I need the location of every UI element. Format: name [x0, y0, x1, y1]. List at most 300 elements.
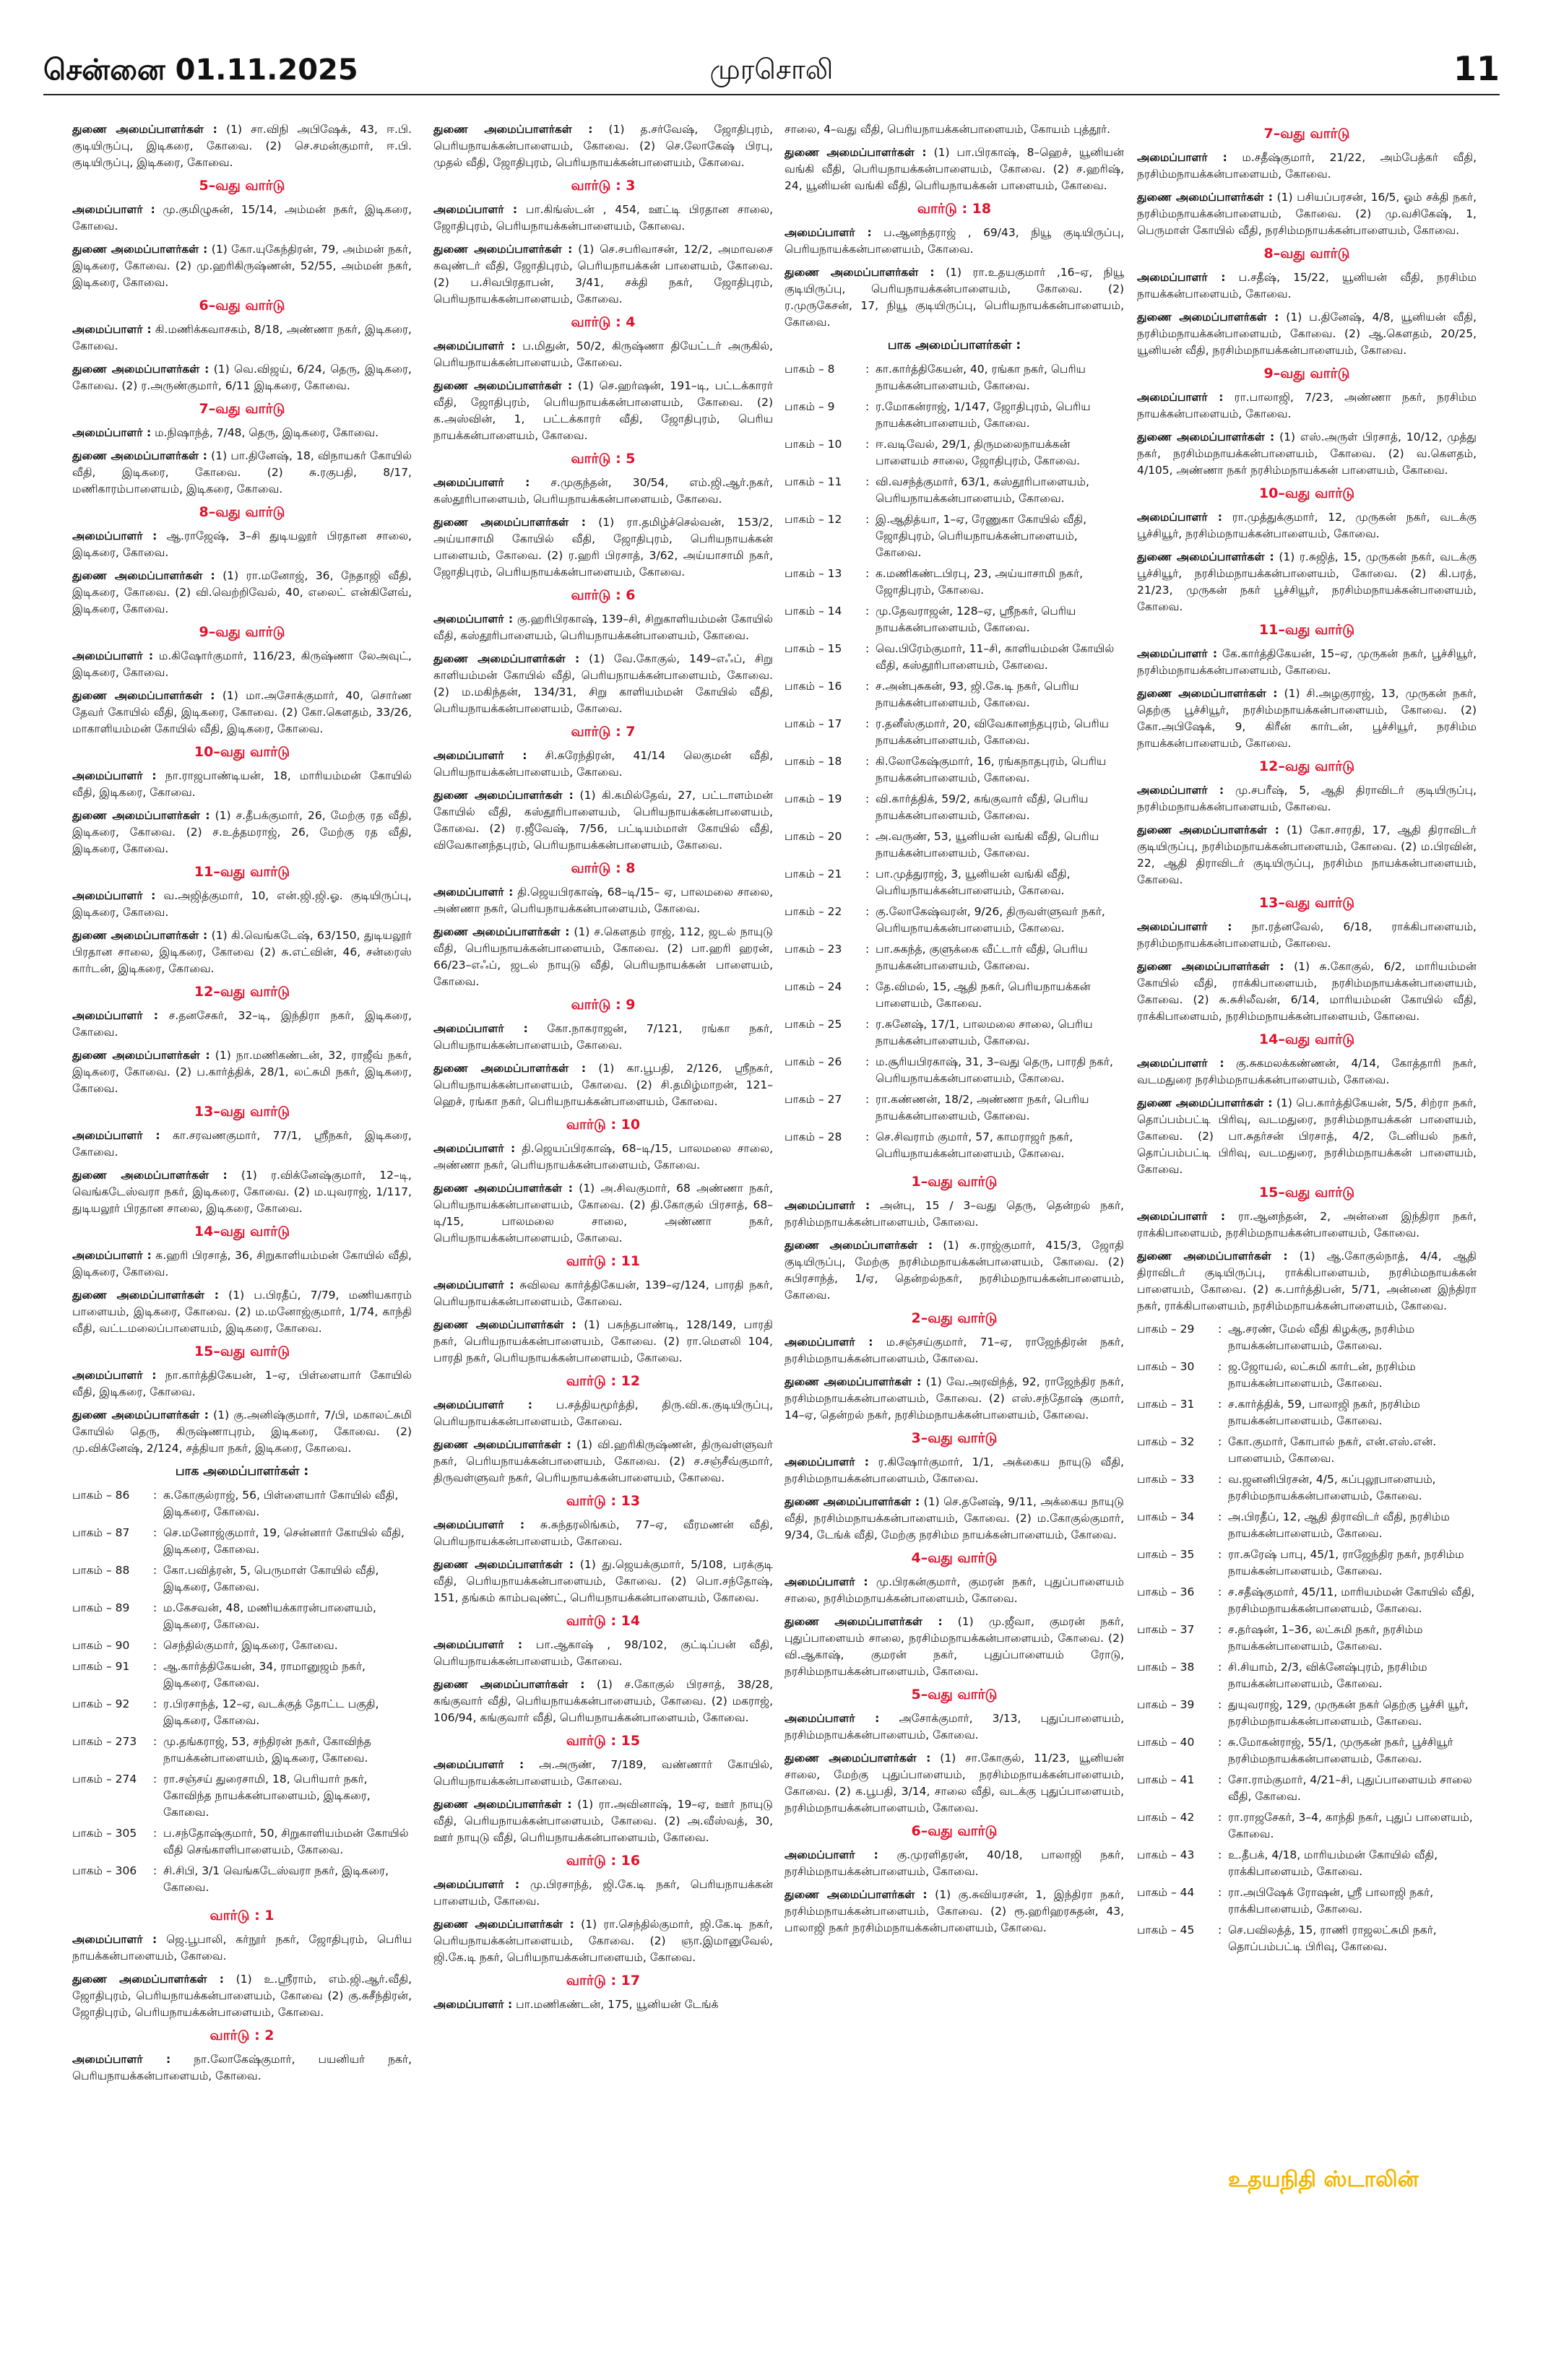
entry-paragraph: [433, 1437, 773, 1487]
role-label: அமைப்பாளர் :: [785, 1199, 870, 1212]
booth-member: ஈ.வடிவேல், 29/1, திருமலைநாயக்கன் பாளையம் சாலை, ஜோதிபுரம், கோவை.: [876, 438, 1081, 467]
booth-row: [785, 828, 1124, 866]
booth-member: மு.தங்கராஜ், 53, சந்திரன் நகர், கோவிந்த நாயக்கன்பாளையம், இடிகரை, கோவை.: [163, 1735, 371, 1765]
entry-paragraph: [1137, 1055, 1477, 1089]
entry-text: (1) பசுந்தபாண்டி, 128/149, பாரதி நகர், பெரியநாயக்கன்பாளையம், கோவை. (2) ரா.மௌலி 104, பாரதி நகர், பெரியநாயக்கன்பாளையம், கோவை.: [433, 1318, 774, 1364]
booth-row: [785, 436, 1124, 474]
booth-separator: :: [1218, 1435, 1222, 1448]
booth-member: ம.சூரியபிரகாஷ், 31, 3–வது தெரு, பாரதி நகர், பெரியநாயக்கன்பாளையம், கோவை.: [876, 1055, 1113, 1085]
booth-number: பாகம் – 38: [1137, 1661, 1195, 1674]
booth-member: செந்தில்குமார், இடிகரை, கோவை.: [163, 1639, 338, 1652]
booth-separator: :: [1218, 1661, 1222, 1674]
ward-heading: 14–வது வார்டு: [1258, 1031, 1355, 1047]
entry-text: (1) பெ.கார்த்திகேயன், 5/5, சிற்ரா நகர், தொப்பம்பட்டி பிரிவு, வடமதுரை, நரசிம்மநாயக்கன் பாளையம், கோவை. (2) பா.சுதர்சன் பிரசாத், 4/2, டேனியல் நகர், தொப்பம்பட்டி பிரிவு, வடமதுரை, நரசிம்மநாயக்கன் பாளையம், கோவை.: [1137, 1096, 1477, 1176]
booth-row: [1137, 1734, 1477, 1772]
booth-row: [785, 511, 1124, 566]
entry-text: (1) சா.விநி அபிஷேக், 43, ஈ.பி. குடியிருப்பு, இடிகரை, கோவை. (2) செ.சமன்குமார், ஈ.பி. குடியிருப்பு, இடிகரை, கோவை.: [72, 123, 412, 169]
ward-heading: 3–வது வார்டு: [911, 1430, 998, 1446]
role-label: துணை அமைப்பாளர்கள் :: [433, 1558, 574, 1571]
text-column-3: [785, 121, 1124, 1943]
entry-paragraph: [433, 1180, 773, 1247]
entry-text: ப.சத்தியமூர்த்தி, திரு.வி.க.குடியிருப்பு, பெரியநாயக்கன்பாளையம், கோவை.: [433, 1398, 773, 1428]
role-label: அமைப்பாளர் :: [1137, 511, 1222, 524]
entry-paragraph: [433, 1796, 773, 1846]
role-label: அமைப்பாளர் :: [1137, 920, 1232, 933]
booth-separator: :: [865, 905, 870, 918]
entry-paragraph: [433, 1676, 773, 1726]
booth-separator: :: [1218, 1585, 1222, 1598]
entry-text: ர.கிஷோர்குமார், 1/1, அக்கைய நாயுடு வீதி, நரசிம்மநாயக்கன்பாளையம், கோவை.: [785, 1455, 1124, 1485]
booth-number: பாகம் – 19: [785, 792, 842, 805]
entry-paragraph: [1137, 1095, 1477, 1178]
booth-number: பாகம் – 25: [785, 1018, 842, 1031]
booth-separator: :: [1218, 1548, 1222, 1561]
entry-paragraph: [785, 121, 1124, 138]
booth-number: பாகம் – 40: [1137, 1736, 1195, 1749]
booth-list: [72, 1487, 412, 1900]
role-label: துணை அமைப்பாளர்கள் :: [433, 123, 593, 136]
booth-member: ர.பிரசாந்த், 12–ஏ, வடக்குத் தோட்ட பகுதி, இடிகரை, கோவை.: [163, 1697, 379, 1727]
role-label: துணை அமைப்பாளர்கள் :: [433, 243, 573, 256]
booth-row: [72, 1863, 412, 1900]
booth-number: பாகம் – 20: [785, 830, 842, 843]
entry-text: (1) வெ.விஜய், 6/24, தெரு, இடிகரை, கோவை. (2) ர.அருண்குமார், 6/11 இடிகரை, கோவை.: [72, 363, 412, 392]
role-label: துணை அமைப்பாளர்கள் :: [433, 1678, 585, 1691]
entry-text: (1) கு.அனிஷ்குமார், 7/பி, மகாலட்சுமி கோயில் தெரு, கிருஷ்ணாபுரம், இடிகரை, கோவை. (2) மு.விக்னேஷ், 2/124, சத்தியா நகர், இடிகரை, கோவை.: [72, 1408, 412, 1455]
text-column-1: [72, 121, 412, 2091]
entry-paragraph: [72, 321, 412, 355]
role-label: துணை அமைப்பாளர்கள் :: [72, 809, 210, 822]
booth-number: பாகம் – 8: [785, 363, 835, 376]
entry-paragraph: [1137, 685, 1477, 752]
entry-paragraph: [785, 1494, 1124, 1544]
role-label: அமைப்பாளர் :: [1137, 1057, 1224, 1070]
entry-paragraph: [72, 1047, 412, 1097]
booth-separator: :: [1218, 1510, 1222, 1523]
booth-separator: :: [1218, 1886, 1222, 1899]
booth-number: பாகம் – 9: [785, 400, 835, 413]
entry-text: நா.கார்த்திகேயன், 1–ஏ, பிள்ளையார் கோயில் வீதி, இடிகரை, கோவை.: [72, 1369, 412, 1398]
booth-number: பாகம் – 43: [1137, 1848, 1195, 1861]
booth-member: வி.வசந்த்குமார், 63/1, கஸ்தூரிபாளையம், பெரியநாயக்கன்பாளையம், கோவை.: [876, 475, 1089, 505]
entry-text: (1) கி.கமில்தேவ், 27, பட்டாளம்மன் கோயில் வீதி, கஸ்தூரிபாளையம், பெரியநாயக்கன்பாளையம், கோவை. (2) ர.ஜீவேஷ், 7/56, பட்டியம்மாள் கோயில் வீதி, விவேகானந்தபுரம், பெரியநாயக்கன்பாளையம், கோவை.: [433, 789, 773, 852]
entry-text: தி.ஜெயபிரகாஷ், 68–டி/15– ஏ, பாலமலை சாலை, அண்ணா நகர், பெரியநாயக்கன்பாளையம், கோவை.: [433, 886, 773, 915]
entry-text: ப.மிதுன், 50/2, கிருஷ்ணா தியேட்டர் அருகில், பெரியநாயக்கன்பாளையம், கோவை.: [433, 339, 773, 369]
role-label: அமைப்பாளர் :: [72, 2053, 171, 2066]
booth-number: பாகம் – 29: [1137, 1323, 1195, 1336]
entry-paragraph: [72, 361, 412, 394]
booth-separator: :: [1218, 1623, 1222, 1636]
entry-text: (1) சி.அழகுராஜ், 13, முருகன் நகர், தெற்கு பூச்சியூர், நரசிம்மநாயக்கன்பாளையம், கோவை. (2) கோ.அபிஷேக், 9, கிரீன் கார்டன், பூச்சியூர், நரசிம்ம நாயக்கன்பாளையம், கோவை.: [1137, 687, 1477, 750]
booth-row: [785, 641, 1124, 678]
booth-row: [72, 1825, 412, 1863]
ward-heading: வார்டு : 15: [566, 1733, 641, 1749]
booth-number: பாகம் – 92: [72, 1697, 130, 1710]
entry-text: ப.சதீஷ், 15/22, யூனியன் வீதி, நரசிம்ம நாயக்கன்பாளையம், கோவை.: [1137, 271, 1477, 300]
entry-paragraph: [785, 1750, 1124, 1817]
booth-separator: :: [865, 605, 870, 618]
entry-text: மு.பிரசாந்த், ஜி.கே.டி நகர், பெரியநாயக்கன் பாளையம், கோவை.: [433, 1878, 773, 1908]
ward-heading: வார்டு : 18: [917, 201, 992, 217]
booth-number: பாகம் – 31: [1137, 1398, 1195, 1411]
entry-paragraph: [433, 1757, 773, 1790]
booth-row: [1137, 1922, 1477, 1960]
ward-heading: 8–வது வார்டு: [199, 504, 285, 520]
booth-member: ப.சந்தோஷ்குமார், 50, சிறுகாளியம்மன் கோயில் வீதி செங்காளிபாளையம், கோவை.: [163, 1827, 409, 1856]
page-number: 11: [1453, 49, 1500, 88]
booth-member: ர.தனீஸ்குமார், 20, விவேகானந்தபுரம், பெரிய நாயக்கன்பாளையம், கோவை.: [876, 717, 1109, 747]
role-label: துணை அமைப்பாளர்கள் :: [1137, 550, 1274, 563]
entry-text: (1) ரா.தமிழ்ச்செல்வன், 153/2, அய்யாசாமி கோயில் வீதி, ஜோதிபுரம், பெரியநாயக்கன் பாளையம், கோவை. (2) ர.ஹரி பிரசாத், 3/62, அய்யாசாமி நகர், ஜோதிபுரம், பெரியநாயக்கன்பாளையம், கோவை.: [433, 516, 773, 579]
booth-row: [1137, 1434, 1477, 1471]
booth-separator: :: [1218, 1698, 1222, 1711]
booth-member: அ.பிரதீப், 12, ஆதி திராவிடர் வீதி, நரசிம்ம நாயக்கன்பாளையம், கோவை.: [1228, 1510, 1450, 1540]
entry-paragraph: [433, 1277, 773, 1310]
role-label: அமைப்பாளர் :: [1137, 1210, 1226, 1223]
booth-member: கி.லோகேஷ்குமார், 16, ரங்கநாதபுரம், பெரிய நாயக்கன்பாளையம், கோவை.: [876, 755, 1107, 784]
booth-separator: :: [153, 1660, 157, 1673]
role-label: துணை அமைப்பாளர்கள் :: [433, 1798, 572, 1811]
entry-text: (1) ஆ.கோகுல்நாத், 4/4, ஆதி திராவிடர் குடியிருப்பு, ராக்கிபாளையம், நரசிம்மநாயக்கன் பாளையம், கோவை. (2) சு.பார்த்திபன், 5/71, அன்னை இந்திரா நகர், ராக்கிபாளையம், நரசிம்மநாயக்கன்பாளையம், கோவை.: [1137, 1250, 1477, 1312]
role-label: துணை அமைப்பாளர்கள் :: [72, 1289, 219, 1302]
entry-paragraph: [785, 144, 1124, 194]
entry-text: நா.ராஜபாண்டியன், 18, மாரியம்மன் கோயில் வீதி, இடிகரை, கோவை.: [72, 769, 412, 799]
ward-heading: 10–வது வார்டு: [194, 744, 290, 760]
entry-text: ச.தனசேகர், 32–டி, இந்திரா நகர், இடிகரை, கோவை.: [72, 1009, 412, 1039]
booth-member: க.கோகுல்ராஜ், 56, பிள்ளையார் கோயில் வீதி, இடிகரை, கோவை.: [163, 1489, 399, 1518]
ward-heading: வார்டு : 7: [571, 724, 636, 740]
text-column-4: [1137, 121, 1477, 1967]
entry-paragraph: [1137, 549, 1477, 615]
entry-paragraph: [1137, 150, 1477, 183]
entry-paragraph: [433, 651, 773, 717]
booth-row: [72, 1734, 412, 1771]
booth-member: ர.மோகன்ராஜ், 1/147, ஜோதிபுரம், பெரிய நாயக்கன்பாளையம், கோவை.: [876, 400, 1091, 430]
booth-member: ரா.சுரேஷ் பாபு, 45/1, ராஜேந்திர நகர், நரசிம்ம நாயக்கன்பாளையம், கோவை.: [1228, 1548, 1464, 1578]
booth-separator: :: [865, 513, 870, 526]
booth-number: பாகம் – 22: [785, 905, 842, 918]
booth-number: பாகம் – 15: [785, 642, 842, 655]
role-label: துணை அமைப்பாளர்கள் :: [785, 1495, 920, 1508]
booth-member: செ.மனோஜ்குமார், 19, சென்னார் கோயில் வீதி, இடிகரை, கோவை.: [163, 1526, 405, 1556]
entry-paragraph: [433, 787, 773, 854]
ward-heading: 12–வது வார்டு: [194, 984, 290, 1000]
booth-member: கோ.பவித்ரன், 5, பெருமாள் கோயில் வீதி, இடிகரை, கோவை.: [163, 1564, 379, 1593]
entry-paragraph: [433, 202, 773, 235]
booth-member: சோ.ராம்குமார், 4/21–சி, புதுப்பாளையம் சாலை வீதி, கோவை.: [1228, 1773, 1472, 1803]
ward-heading: 7–வது வார்டு: [199, 401, 285, 417]
entry-text: ரா.பாலாஜி, 7/23, அண்ணா நகர், நரசிம்ம நாயக்கன்பாளையம், கோவை.: [1137, 391, 1477, 420]
entry-text: (1) கா.பூபதி, 2/126, ஸ்ரீநகர், பெரியநாயக்கன்பாளையம், கோவை. (2) சி.தமிழ்மாறன், 121–ஹெச், ரங்கா நகர், பெரியநாயக்கன்பாளையம், கோவை.: [433, 1062, 773, 1108]
entry-text: (1) சா.கோகுல், 11/23, யூனியன் சாலை, மேற்கு புதுப்பாளையம், நரசிம்மநாயக்கன்பாளையம், கோவை. (2) க.பூபதி, 3/14, சாலை வீதி, வடக்கு புதுப்பாளையம், நரசிம்மநாயக்கன்பாளையம், கோவை.: [785, 1752, 1124, 1814]
entry-text: கு.சுகமலக்கண்ணன், 4/14, கோத்தாரி நகர், வடமதுரை நரசிம்மநாயக்கன்பாளையம், கோவை.: [1137, 1057, 1477, 1086]
entry-paragraph: [72, 1287, 412, 1337]
booth-number: பாகம் – 12: [785, 513, 842, 526]
booth-number: பாகம் – 45: [1137, 1924, 1195, 1937]
booth-member: வி.கார்த்திக், 59/2, கங்குவார் வீதி, பெரிய நாயக்கன்பாளையம், கோவை.: [876, 792, 1089, 822]
entry-text: அன்பு, 15 / 3–வது தெரு, தென்றல் நகர், நரசிம்மநாயக்கன்பாளையம், கோவை.: [785, 1199, 1124, 1229]
booth-member: செ.பவிலத்த், 15, ராணி ராஜலட்சுமி நகர், தொப்பம்பட்டி பிரிவு, கோவை.: [1228, 1924, 1437, 1953]
entry-text: (1) வே.அரவிந்த், 92, ராஜேந்திர நகர், நரசிம்மநாயக்கன்பாளையம், கோவை. (2) எஸ்.சந்தோஷ் குமார், 14–ஏ, தென்றல் நகர், நரசிம்மநாயக்கன்பாளையம், கோவை.: [785, 1375, 1124, 1421]
booth-member: செ.சிவராம் குமார், 57, காமராஜர் நகர், பெரியநாயக்கன்பாளையம், கோவை.: [876, 1130, 1073, 1160]
booth-number: பாகம் – 16: [785, 680, 842, 693]
role-label: துணை அமைப்பாளர்கள் :: [433, 789, 574, 802]
role-label: துணை அமைப்பாளர்கள் :: [433, 1318, 576, 1331]
role-label: அமைப்பாளர் :: [1137, 784, 1224, 797]
booth-number: பாகம் – 28: [785, 1130, 842, 1143]
booth-member: சி.சிபி, 3/1 வெங்கடேஸ்வரா நகர், இடிகரை, கோவை.: [163, 1864, 389, 1894]
ward-heading: வார்டு : 9: [571, 997, 636, 1013]
entry-text: (1) சு.கோகுல், 6/2, மாரியம்மன் கோயில் வீதி, ராக்கிபாளையம், நரசிம்மநாயக்கன்பாளையம், கோவை. (2) சு.சுசிலீவன், 6/14, மாரியம்மன் கோயில் வீதி, ராக்கிபாளையம், நரசிம்மநாயக்கன்பாளையம், கோவை.: [1137, 960, 1477, 1023]
entry-paragraph: [433, 475, 773, 508]
entry-text: (1) ர.விக்னேஷ்குமார், 12–டி, வெங்கடேஸ்வரா நகர், இடிகரை, கோவை. (2) ம.யுவராஜ், 1/117, துடியலூர் பிரதான சாலை, இடிகரை, கோவை.: [72, 1169, 412, 1215]
entry-paragraph: [72, 1247, 412, 1281]
booth-number: பாகம் – 88: [72, 1564, 130, 1577]
booth-separator: :: [153, 1773, 157, 1786]
entry-paragraph: [72, 2051, 412, 2085]
role-label: துணை அமைப்பாளர்கள் :: [785, 1239, 933, 1252]
ward-heading: 11–வது வார்டு: [194, 864, 290, 880]
booth-separator: :: [1218, 1323, 1222, 1336]
entry-paragraph: [433, 1557, 773, 1606]
page-header: [43, 43, 1500, 94]
booth-row: [785, 941, 1124, 979]
entry-text: ம.நிஷாந்த், 7/48, தெரு, இடிகரை, கோவை.: [155, 426, 379, 439]
entry-text: (1) ர.சுஜித், 15, முருகன் நகர், வடக்கு பூச்சியூர், நரசிம்மநாயக்கன்பாளையம், கோவை. (2) கி.பரத், 21/23, முருகன் நகர் பூச்சியூர், நரசிம்மநாயக்கன்பாளையம், கோவை.: [1137, 550, 1477, 613]
booth-row: [1137, 1622, 1477, 1659]
entry-paragraph: [72, 808, 412, 857]
entry-paragraph: [72, 768, 412, 801]
entry-text: ப.ஆனந்தராஜ் , 69/43, நியூ குடியிருப்பு, பெரியநாயக்கன்பாளையம், கோவை.: [785, 226, 1124, 256]
booth-member: ரா.கண்ணன், 18/2, அண்ணா நகர், பெரிய நாயக்கன்பாளையம், கோவை.: [876, 1093, 1089, 1122]
booth-row: [72, 1771, 412, 1825]
entry-text: (1) நா.மணிகண்டன், 32, ராஜீவ் நகர், இடிகரை, கோவை. (2) ப.கார்த்திக், 28/1, லட்சுமி நகர், இடிகரை, கோவை.: [72, 1049, 412, 1095]
entry-paragraph: [72, 1931, 412, 1965]
header-rule: [43, 94, 1500, 95]
role-label: அமைப்பாளர் :: [433, 1878, 520, 1891]
ward-heading: 6–வது வார்டு: [911, 1823, 998, 1839]
role-label: துணை அமைப்பாளர்கள் :: [72, 569, 215, 582]
entry-paragraph: [433, 514, 773, 581]
entry-paragraph: [72, 648, 412, 681]
booth-number: பாகம் – 44: [1137, 1886, 1195, 1899]
ward-heading: 8–வது வார்டு: [1263, 246, 1350, 261]
booth-separator: :: [153, 1601, 157, 1614]
booth-member: சு.மோகன்ராஜ், 55/1, முருகன் நகர், பூச்சியூர் நரசிம்மநாயக்கன்பாளையம், கோவை.: [1228, 1736, 1453, 1765]
entry-paragraph: [1137, 919, 1477, 952]
entry-text: (1) சு.ராஜ்குமார், 415/3, ஜோதி குடியிருப்பு, மேற்கு நரசிம்மநாயக்கன்பாளையம், கோவை. (2) சுபிரசாந்த், 1/ஏ, தென்றல்நகர், நரசிம்மநாயக்கன்பாளையம், கோவை.: [785, 1239, 1124, 1302]
role-label: துணை அமைப்பாளர்கள் :: [785, 266, 935, 279]
booth-row: [1137, 1659, 1477, 1697]
entry-paragraph: [1137, 509, 1477, 542]
booth-row: [785, 753, 1124, 791]
booth-separator: :: [865, 1093, 870, 1106]
role-label: துணை அமைப்பாளர்கள் :: [433, 379, 573, 392]
booth-separator: :: [1218, 1398, 1222, 1411]
entry-paragraph: [72, 568, 412, 618]
booth-member: கா.கார்த்திகேயன், 40, ரங்கா நகர், பெரிய நாயக்கன்பாளையம், கோவை.: [876, 363, 1086, 392]
role-label: துணை அமைப்பாளர்கள் :: [785, 1375, 922, 1388]
booth-number: பாகம் – 10: [785, 438, 842, 451]
booth-number: பாகம் – 41: [1137, 1773, 1195, 1786]
booth-number: பாகம் – 11: [785, 475, 842, 488]
entry-text: (1) ச.கோகுல் பிரசாத், 38/28, கங்குவார் வீதி, பெரியநாயக்கன்பாளையம், கோவை. (2) மகராஜ், 106/94, கங்குவார் வீதி, பெரியநாயக்கன்பாளையம், கோவை.: [433, 1678, 773, 1724]
entry-paragraph: [72, 1128, 412, 1161]
booth-number: பாகம் – 24: [785, 980, 842, 993]
entry-text: ஜெ.பூபாலி, கர்நூர் நகர், ஜோதிபுரம், பெரிய நாயக்கன்பாளையம், கோவை.: [72, 1933, 412, 1963]
booth-separator: :: [1218, 1848, 1222, 1861]
booth-row: [1137, 1847, 1477, 1884]
booth-member: ச.தர்ஷன், 1–36, லட்சுமி நகர், நரசிம்ம நாயக்கன்பாளையம், கோவை.: [1228, 1623, 1423, 1653]
booth-row: [785, 791, 1124, 828]
entry-paragraph: [433, 1317, 773, 1367]
booth-member: ச.அன்புசுகன், 93, ஜி.கே.டி நகர், பெரிய நாயக்கன்பாளையம், கோவை.: [876, 680, 1079, 709]
entry-text: (1) த.சர்வேஷ், ஜோதிபுரம், பெரியநாயக்கன்பாளையம், கோவை. (2) செ.லோகேஷ் பிரபு, முதல் வீதி, ஜோதிபுரம், பெரியநாயக்கன்பாளையம், கோவை.: [433, 123, 773, 169]
booth-separator: :: [865, 792, 870, 805]
booth-row: [72, 1525, 412, 1562]
entry-text: அசோக்குமார், 3/13, புதுப்பாளையம், நரசிம்மநாயக்கன்பாளையம், கோவை.: [785, 1712, 1124, 1741]
role-label: அமைப்பாளர் :: [72, 323, 152, 336]
ward-heading: வார்டு : 8: [571, 860, 636, 876]
booth-member: பா.சுகந்த், குளுக்கை வீட்டார் வீதி, பெரிய நாயக்கன்பாளையம், கோவை.: [876, 943, 1088, 972]
booth-number: பாகம் – 87: [72, 1526, 130, 1539]
entry-paragraph: [433, 1141, 773, 1174]
entry-text: ச.முகுந்தன், 30/54, எம்.ஜி.ஆர்.நகர், கஸ்தூரிபாளையம், பெரியநாயக்கன்பாளையம், கோவை.: [433, 476, 774, 506]
entry-paragraph: [1137, 1248, 1477, 1315]
ward-heading: 9–வது வார்டு: [1263, 365, 1350, 381]
booth-row: [1137, 1584, 1477, 1622]
booth-member: தே.விமல், 15, ஆதி நகர், பெரியநாயக்கன் பாளையம், கோவை.: [876, 980, 1091, 1010]
entry-paragraph: [1137, 959, 1477, 1025]
entry-text: (1) கோ.சாரதி, 17, ஆதி திராவிடர் குடியிருப்பு, நரசிம்மநாயக்கன்பாளையம், கோவை. (2) ம.பிரவின், 22, ஆதி திராவிடர் குடியிருப்பு, நரசிம்ம நாயக்கன்பாளையம், கோவை.: [1137, 823, 1477, 886]
entry-text: சுவிலவ கார்த்திகேயன், 139–ஏ/124, பாரதி நகர், பெரியநாயக்கன்பாளையம், கோவை.: [433, 1278, 773, 1308]
booth-row: [72, 1600, 412, 1637]
entry-text: நா.ரத்னவேல், 6/18, ராக்கிபாளையம், நரசிம்மநாயக்கன்பாளையம், கோவை.: [1137, 920, 1477, 950]
entry-paragraph: [72, 1407, 412, 1457]
entry-paragraph: [72, 528, 412, 561]
ward-heading: 15–வது வார்டு: [1258, 1185, 1355, 1200]
booth-number: பாகம் – 86: [72, 1489, 130, 1502]
entry-paragraph: [433, 241, 773, 308]
entry-paragraph: [72, 1167, 412, 1217]
booth-number: பாகம் – 30: [1137, 1360, 1195, 1373]
ward-heading: 6–வது வார்டு: [199, 298, 285, 313]
entry-text: ம.சஞ்சய்குமார், 71–ஏ, ராஜேந்திரன் நகர், நரசிம்மநாயக்கன்பாளையம், கோவை.: [785, 1336, 1124, 1365]
role-label: அமைப்பாளர் :: [72, 1369, 157, 1382]
entry-text: (1) ரா.செந்தில்குமார், ஜி.கே.டி நகர், பெரியநாயக்கன்பாளையம், கோவை. (2) ஞா.இமானுவேல், ஜி.கே.டி நகர், பெரியநாயக்கன்பாளையம், கோவை.: [433, 1918, 773, 1964]
role-label: துணை அமைப்பாளர்கள் :: [785, 1752, 931, 1765]
booth-row: [785, 866, 1124, 904]
newspaper-name: முரசொலி: [709, 53, 834, 85]
booth-separator: :: [1218, 1473, 1222, 1486]
role-label: துணை அமைப்பாளர்கள் :: [1137, 823, 1279, 836]
entry-text: (1) அ.சிவகுமார், 68 அண்ணா நகர், பெரியநாயக்கன்பாளையம், கோவை. (2) தி.கோகுல் பிரசாத், 68–டி/15, பாலமலை சாலை, அண்ணா நகர், பெரியநாயக்கன்பாளையம், கோவை.: [433, 1182, 774, 1245]
role-label: அமைப்பாளர் :: [433, 1278, 514, 1291]
ward-heading: வார்டு : 1: [209, 1908, 275, 1924]
role-label: துணை அமைப்பாளர்கள் :: [433, 925, 570, 938]
entry-text: வ.அஜித்குமார், 10, என்.ஜி.ஜி.ஓ. குடியிருப்பு, இடிகரை, கோவை.: [72, 889, 412, 919]
role-label: அமைப்பாளர் :: [72, 889, 156, 902]
role-label: அமைப்பாளர் :: [433, 613, 514, 626]
role-label: அமைப்பாளர் :: [433, 749, 527, 762]
booth-member: துயுவராஜ், 129, முருகன் நகர் தெற்கு பூச்சி யூர், நரசிம்மநாயக்கன்பாளையம், கோவை.: [1228, 1698, 1469, 1728]
booth-separator: :: [153, 1489, 157, 1502]
entry-paragraph: [785, 1237, 1124, 1304]
role-label: அமைப்பாளர் :: [785, 1575, 868, 1588]
text-column-2: [433, 121, 773, 2020]
booth-number: பாகம் – 34: [1137, 1510, 1195, 1523]
entry-text: நா.லோகேஷ்குமார், பயனியர் நகர், பெரியநாயக்கன்பாளையம், கோவை.: [72, 2053, 412, 2082]
entry-text: கு.முரளிதரன், 40/18, பாலாஜி நகர், நரசிம்மநாயக்கன்பாளையம், கோவை.: [785, 1848, 1124, 1878]
entry-text: (1) மா.அசோக்குமார், 40, சொர்ண தேவர் கோயில் வீதி, இடிகரை, கோவை. (2) கோ.கௌதம், 33/26, மாகாளியம்மன் கோயில் வீதி, இடிகரை, கோவை.: [72, 689, 412, 735]
entry-text: (1) ச.தீபக்குமார், 26, மேற்கு ரத வீதி, இடிகரை, கோவை. (2) ச.உத்தமராஜ், 26, மேற்கு ரத வீதி, இடிகரை, கோவை.: [72, 809, 412, 855]
booth-separator: :: [865, 680, 870, 693]
booth-number: பாகம் – 305: [72, 1827, 137, 1840]
booth-row: [785, 979, 1124, 1016]
ward-heading: 13–வது வார்டு: [194, 1104, 290, 1120]
entry-text: தி.ஜெயப்பிரகாஷ், 68–டி/15, பாலமலை சாலை, அண்ணா நகர், பெரியநாயக்கன்பாளையம், கோவை.: [433, 1142, 773, 1172]
entry-paragraph: [1137, 646, 1477, 679]
entry-paragraph: [785, 1334, 1124, 1367]
booth-row: [72, 1487, 412, 1525]
booth-row: [1137, 1509, 1477, 1546]
entry-paragraph: [72, 1971, 412, 2021]
role-label: அமைப்பாளர் :: [433, 476, 530, 489]
entry-text: (1) பசியப்பரசன், 16/5, ஓம் சக்தி நகர், நரசிம்மநாயக்கன்பாளையம், கோவை. (2) மு.வசிகேஷ், 1, பெருமாள் கோயில் வீதி, நரசிம்மநாயக்கன்பாளையம், கோவை.: [1137, 191, 1477, 237]
entry-text: (1) ரா.அவினாஷ், 19–ஏ, ஊர் நாயுடு வீதி, பெரியநாயக்கன்பாளையம், கோவை. (2) அ.வீஸ்வத், 30, ஊர் நாயுடு வீதி, பெரியநாயக்கன்பாளையம், கோவை.: [433, 1798, 773, 1844]
entry-text: (1) ரா.மனோஜ், 36, நேதாஜி வீதி, இடிகரை, கோவை. (2) வி.வெற்றிவேல், 40, எலைட் என்கிளேவ், இடிகரை, கோவை.: [72, 569, 412, 615]
role-label: அமைப்பாளர் :: [72, 529, 157, 542]
entry-paragraph: [72, 448, 412, 498]
booth-member: ச.சதீஷ்குமார், 45/11, மாரியம்மன் கோயில் வீதி, நரசிம்மநாயக்கன்பாளையம், கோவை.: [1228, 1585, 1475, 1615]
entry-text: க.ஹரி பிரசாத், 36, சிறுகாளியம்மன் கோயில் வீதி, இடிகரை, கோவை.: [72, 1249, 412, 1278]
booth-separator: :: [153, 1564, 157, 1577]
ward-heading: வார்டு : 12: [566, 1373, 641, 1389]
booth-separator: :: [865, 867, 870, 880]
entry-paragraph: [785, 1574, 1124, 1607]
booth-row: [785, 399, 1124, 436]
entry-text: சாலை, 4–வது வீதி, பெரியநாயக்கன்பாளையம், கோயம் புத்தூர்.: [785, 123, 1111, 136]
entry-paragraph: [72, 1008, 412, 1041]
entry-paragraph: [785, 264, 1124, 331]
entry-paragraph: [72, 927, 412, 977]
ward-heading: வார்டு : 3: [571, 178, 636, 194]
role-label: துணை அமைப்பாளர்கள் :: [785, 1615, 943, 1628]
booth-member: வெ.பிரேம்குமார், 11–சி, காளியம்மன் கோயில் வீதி, கஸ்தூரிபாளையம், கோவை.: [876, 642, 1115, 672]
entry-paragraph: [433, 1517, 773, 1550]
booth-number: பாகம் – 306: [72, 1864, 137, 1877]
entry-paragraph: [433, 1916, 773, 1966]
booth-number: பாகம் – 14: [785, 605, 842, 618]
booth-separator: :: [153, 1526, 157, 1539]
booth-separator: :: [865, 400, 870, 413]
ward-heading: வார்டு : 2: [209, 2028, 275, 2043]
entry-paragraph: [785, 1454, 1124, 1487]
entry-paragraph: [785, 1198, 1124, 1231]
entry-text: மு.பிரகன்குமார், குமரன் நகர், புதுப்பாளையம் சாலை, நரசிம்மநாயக்கன்பாளையம், கோவை.: [785, 1575, 1124, 1605]
booth-member: உ.தீபக், 4/18, மாரியம்மன் கோயில் வீதி, ராக்கிபாளையம், கோவை.: [1228, 1848, 1438, 1878]
booth-number: பாகம் – 273: [72, 1735, 137, 1748]
role-label: அமைப்பாளர் :: [785, 226, 872, 239]
booth-number: பாகம் – 35: [1137, 1548, 1195, 1561]
ward-heading: வார்டு : 4: [571, 314, 636, 330]
booth-row: [785, 603, 1124, 641]
role-label: அமைப்பாளர் :: [433, 1398, 532, 1411]
role-label: அமைப்பாளர் :: [72, 769, 157, 782]
booth-row: [785, 1129, 1124, 1167]
role-label: அமைப்பாளர் :: [72, 203, 155, 216]
role-label: துணை அமைப்பாளர்கள் :: [1137, 1250, 1288, 1263]
